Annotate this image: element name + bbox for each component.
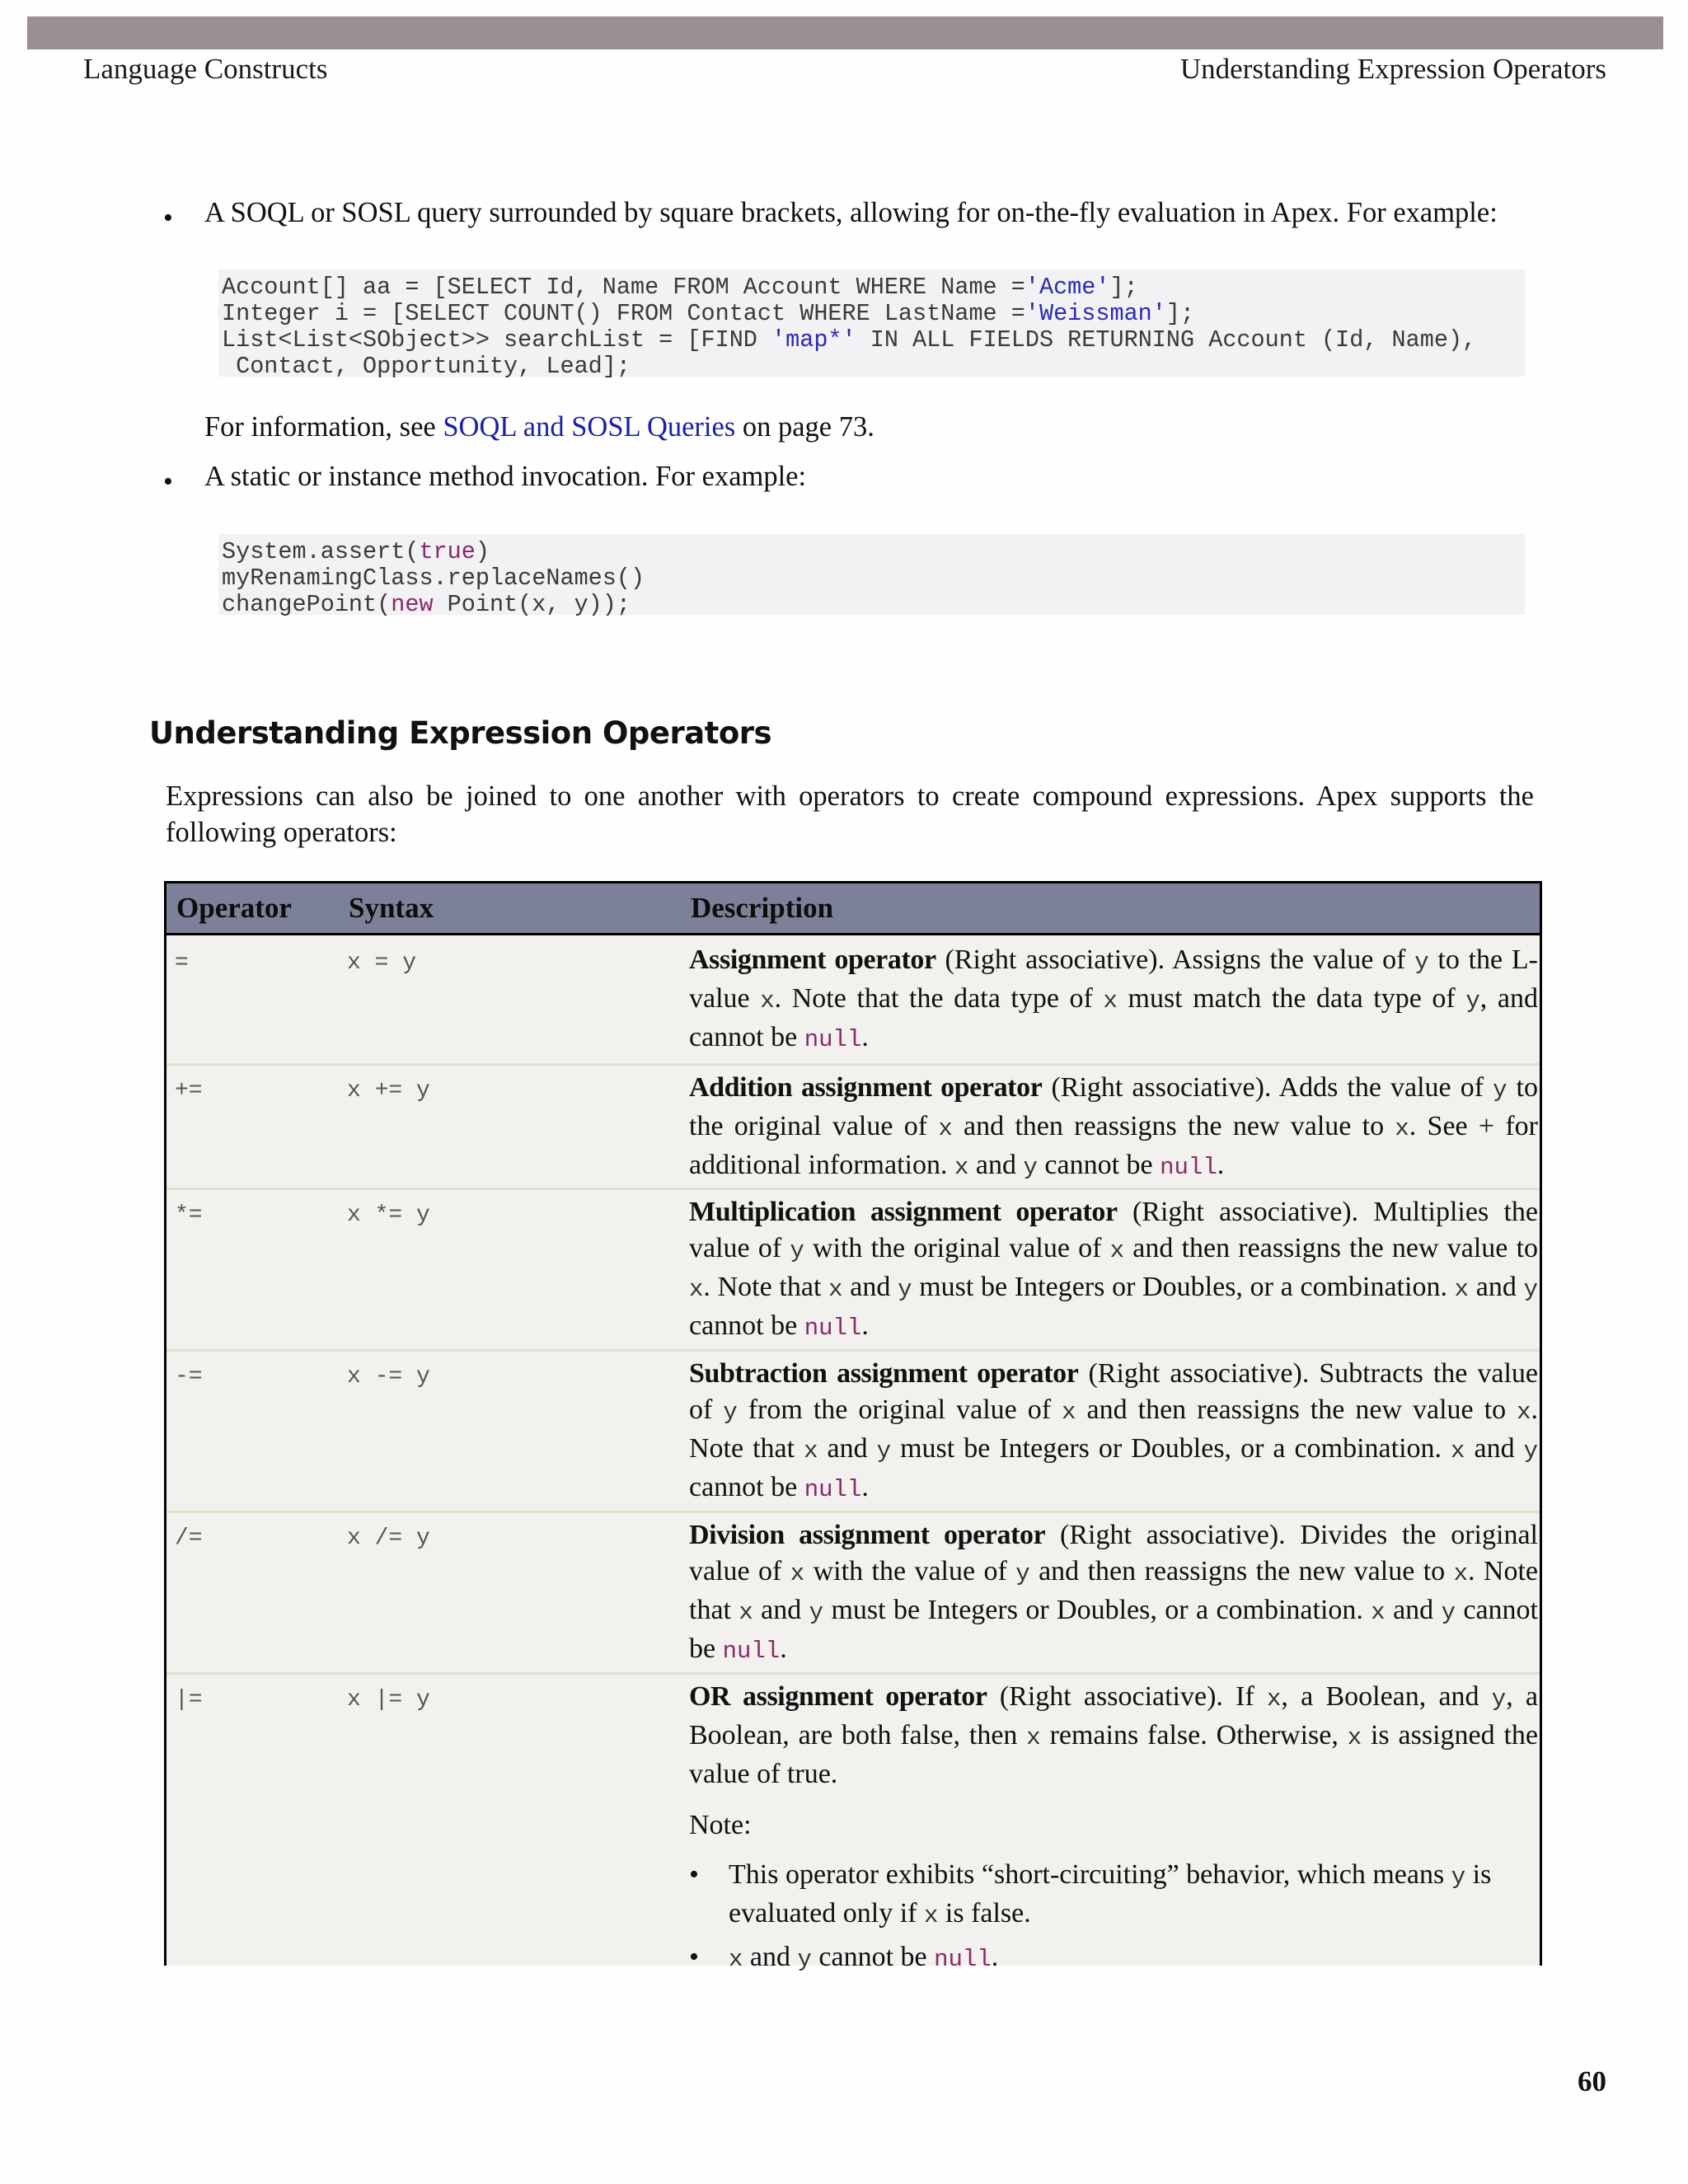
code-text: Integer i = [SELECT COUNT() FROM Contact WHERE LastName = xyxy=(222,300,1025,327)
table-body xyxy=(164,935,1542,1973)
code-text: Point(x, y)); xyxy=(433,591,631,618)
syntax-cell: x *= y xyxy=(347,1202,430,1228)
syntax-cell: x -= y xyxy=(347,1364,430,1390)
code-text: System.assert( xyxy=(222,538,420,565)
variable-token: y xyxy=(898,1276,912,1303)
variable-token: x xyxy=(923,1902,939,1929)
operator-name: Multiplication assignment operator xyxy=(689,1197,1118,1227)
bullet-icon: • xyxy=(689,1859,699,1890)
operator-name: Assignment operator xyxy=(689,944,936,975)
null-keyword: null xyxy=(804,1026,862,1053)
variable-token: x xyxy=(1103,987,1118,1015)
note-item: • x and y cannot be null. xyxy=(689,1939,1538,1978)
code-token: 'Weissman' xyxy=(1025,300,1166,327)
table-row xyxy=(166,1672,1540,1973)
null-keyword: null xyxy=(804,1315,862,1342)
method-code-block xyxy=(218,534,1525,618)
operators-table xyxy=(164,881,1542,1973)
code-line xyxy=(222,539,1522,565)
operator-cell: *= xyxy=(175,1202,203,1228)
syntax-cell: x = y xyxy=(347,950,417,976)
code-text: List<List<SObject>> searchList = [FIND xyxy=(222,326,772,354)
variable-token: x xyxy=(738,1599,753,1626)
variable-token: y xyxy=(1414,949,1429,976)
variable-token: x xyxy=(1371,1599,1386,1626)
variable-token: x xyxy=(1062,1399,1076,1426)
description-cell: Addition assignment operator (Right associative). Adds the value of y to the original value of x and then reassigns the new value to x. See + for additional information. x and y cannot be null. xyxy=(689,1072,1539,1181)
soql-sosl-link[interactable]: SOQL and SOSL Queries xyxy=(443,411,736,443)
variable-token: y xyxy=(723,1399,738,1426)
operator-cell: = xyxy=(175,950,189,976)
soql-bullet-text: A SOQL or SOSL query surrounded by square brackets, allowing for on-the-fly evaluation in Apex. For example: xyxy=(204,197,1498,228)
variable-token: y xyxy=(809,1599,824,1626)
null-keyword: null xyxy=(1160,1154,1217,1181)
variable-token: x xyxy=(790,1560,805,1587)
code-text: Contact, Opportunity, Lead]; xyxy=(222,353,631,380)
operator-cell: += xyxy=(175,1078,203,1104)
code-line xyxy=(222,274,1522,301)
code-token: 'map*' xyxy=(771,326,856,354)
table-row xyxy=(166,935,1540,1066)
table-row xyxy=(166,1349,1540,1513)
code-text: ]; xyxy=(1109,274,1138,301)
null-keyword: null xyxy=(934,1946,992,1973)
bullet-icon: • xyxy=(163,466,173,497)
code-text: changePoint( xyxy=(222,591,392,618)
operator-cell: /= xyxy=(175,1526,203,1551)
variable-token: x xyxy=(1454,1276,1470,1303)
code-text: Account[] aa = [SELECT Id, Name FROM Account WHERE Name = xyxy=(222,274,1025,301)
note-list xyxy=(689,1857,1538,1978)
table-row xyxy=(166,1188,1540,1352)
code-text: IN ALL FIELDS RETURNING Account (Id, Name), xyxy=(856,326,1477,354)
description-cell: Division assignment operator (Right associative). Divides the original value of x with the value of y and then reassigns the new value to x. Note that x and y must be Integers or Doubles, or a combination. x and y cannot be null. xyxy=(689,1520,1539,1665)
code-line xyxy=(222,354,1522,380)
table-row xyxy=(166,1511,1540,1675)
variable-token: x xyxy=(760,987,775,1015)
code-token: new xyxy=(391,591,434,618)
syntax-cell: x += y xyxy=(347,1078,430,1104)
info-suffix: on page 73. xyxy=(735,411,874,443)
description-cell: Subtraction assignment operator (Right associative). Subtracts the value of y from the original value of x and then reassigns the new value to x. Note that x and y must be Integers or Doubles, or a combination. x and y cannot be null. xyxy=(689,1358,1539,1503)
code-text: myRenamingClass.replaceNames() xyxy=(222,565,645,592)
variable-token: y xyxy=(1493,1076,1507,1104)
operator-name: Addition assignment operator xyxy=(689,1072,1043,1103)
operator-cell: |= xyxy=(175,1687,203,1713)
variable-token: y xyxy=(876,1437,892,1465)
note-label: Note: xyxy=(689,1810,752,1840)
variable-token: y xyxy=(1465,987,1480,1015)
code-text: ]; xyxy=(1165,300,1195,327)
method-bullet-text: A static or instance method invocation. For example: xyxy=(204,461,807,492)
variable-token: y xyxy=(1491,1685,1507,1713)
operator-name: Division assignment operator xyxy=(689,1520,1046,1550)
table-row xyxy=(166,1063,1540,1190)
variable-token: x xyxy=(1451,1437,1465,1465)
description-cell: Multiplication assignment operator (Right associative). Multiplies the value of y with the original value of x and then reassigns the new value to x. Note that x and y must be Integers or Doubles, or a combination. x and y cannot be null. xyxy=(689,1197,1539,1342)
header-description: Description xyxy=(691,892,834,924)
variable-token: x xyxy=(1267,1685,1282,1713)
code-line xyxy=(222,592,1522,618)
operator-name: Subtraction assignment operator xyxy=(689,1358,1079,1389)
code-token: true xyxy=(419,538,476,565)
variable-token: x xyxy=(729,1946,743,1973)
variable-token: y xyxy=(1523,1437,1538,1465)
page-number: 60 xyxy=(1578,2065,1606,2097)
section-intro: Expressions can also be joined to one another with operators to create compound expressions. Apex supports the following operators: xyxy=(166,780,1534,848)
null-keyword: null xyxy=(804,1476,862,1503)
variable-token: y xyxy=(797,1946,812,1973)
variable-token: x xyxy=(828,1276,843,1303)
code-line xyxy=(222,301,1522,327)
code-text: ) xyxy=(475,538,490,565)
variable-token: y xyxy=(790,1237,804,1264)
bullet-icon: • xyxy=(689,1942,699,1972)
code-line xyxy=(222,565,1522,592)
top-bar xyxy=(27,16,1663,49)
variable-token: y xyxy=(1451,1863,1466,1891)
variable-token: x xyxy=(804,1437,818,1465)
header-operator: Operator xyxy=(176,892,292,924)
variable-token: x xyxy=(689,1276,704,1303)
variable-token: x xyxy=(1395,1115,1409,1142)
code-line xyxy=(222,327,1522,354)
variable-token: x xyxy=(1517,1399,1531,1426)
variable-token: x xyxy=(938,1115,953,1142)
bullet-icon: • xyxy=(163,203,173,233)
table-header xyxy=(164,881,1542,935)
info-paragraph xyxy=(204,409,874,445)
syntax-cell: x |= y xyxy=(347,1687,430,1713)
variable-token: x xyxy=(1453,1560,1468,1587)
operator-cell: -= xyxy=(175,1364,203,1390)
null-keyword: null xyxy=(722,1638,781,1665)
variable-token: x xyxy=(1347,1724,1362,1751)
description-cell: Assignment operator (Right associative). Assigns the value of y to the L-value x. Note that the data type of x must match the data type of y, and cannot be null. xyxy=(689,944,1538,1053)
code-token: 'Acme' xyxy=(1025,274,1110,301)
variable-token: x xyxy=(1026,1724,1041,1751)
soql-code-block xyxy=(218,269,1525,380)
operator-name: OR assignment operator xyxy=(689,1681,987,1712)
syntax-cell: x /= y xyxy=(347,1526,430,1551)
section-title: Understanding Expression Operators xyxy=(149,715,772,751)
variable-token: y xyxy=(1023,1154,1038,1181)
info-prefix: For information, see xyxy=(204,411,443,443)
variable-token: y xyxy=(1441,1599,1456,1626)
header-syntax: Syntax xyxy=(349,892,434,924)
description-cell: OR assignment operator (Right associative). If x, a Boolean, and y, a Boolean, are both false, then x remains false. Otherwise, x is assigned the value of true. Note: • This operator exhibits “short-circuiting” behavior, which means y is evaluated only if x is false. • x and y cannot be null. xyxy=(689,1679,1538,1983)
running-header-left: Language Constructs xyxy=(83,53,328,85)
variable-token: x xyxy=(1109,1237,1125,1264)
running-header-right: Understanding Expression Operators xyxy=(1179,53,1606,85)
note-item: • This operator exhibits “short-circuiting” behavior, which means y is evaluated only if x is false. xyxy=(689,1857,1538,1934)
variable-token: y xyxy=(1523,1276,1539,1303)
variable-token: x xyxy=(954,1154,969,1181)
variable-token: y xyxy=(1015,1560,1030,1587)
